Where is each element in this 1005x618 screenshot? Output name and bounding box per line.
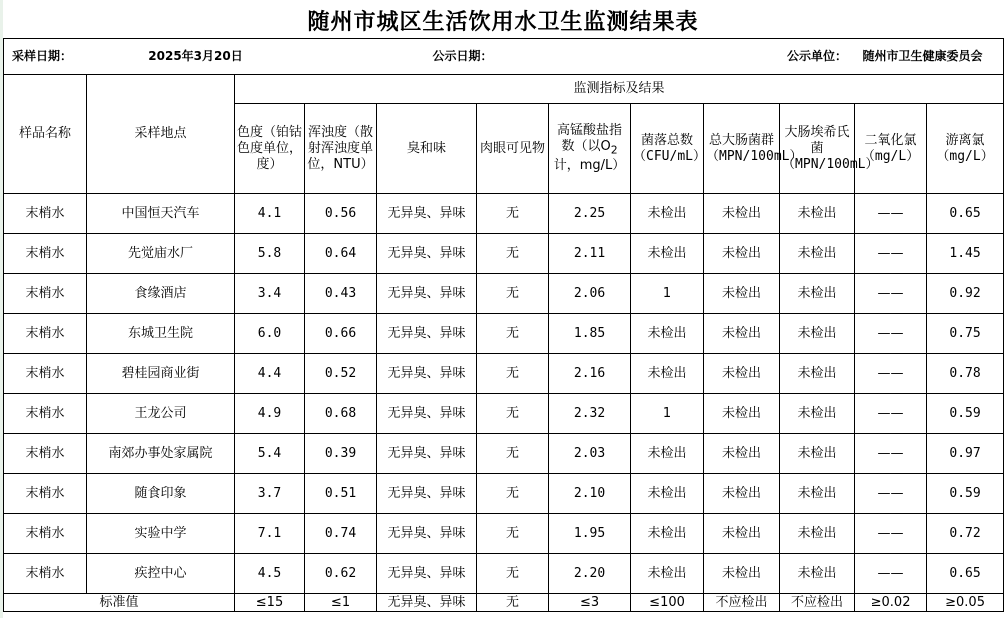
table-row — [4, 554, 1004, 594]
cell-ecoli: 未检出 — [780, 394, 855, 434]
cell-clo2: —— — [855, 514, 927, 554]
cell-color: 6.0 — [235, 314, 305, 354]
sheet-title: 随州市城区生活饮用水卫生监测结果表 — [307, 8, 699, 35]
cell-turbidity: 0.64 — [305, 234, 377, 274]
cell-odor: 无异臭、异味 — [377, 554, 477, 594]
cell-location: 实验中学 — [87, 514, 235, 554]
cell-color: 5.4 — [235, 434, 305, 474]
table-row — [4, 314, 1004, 354]
standard-colony: ≤100 — [631, 594, 704, 612]
cell-colony: 未检出 — [631, 434, 704, 474]
table-row — [4, 234, 1004, 274]
cell-ecoli: 未检出 — [780, 434, 855, 474]
cell-sample-name: 末梢水 — [4, 474, 87, 514]
cell-turbidity: 0.56 — [305, 194, 377, 234]
cell-visible: 无 — [477, 274, 549, 314]
cell-free-cl: 0.75 — [927, 314, 1004, 354]
cell-turbidity: 0.66 — [305, 314, 377, 354]
cell-colony: 未检出 — [631, 554, 704, 594]
header-cod-sub: 2 — [610, 143, 618, 157]
cell-colony: 1 — [631, 394, 704, 434]
header-sample-name: 样品名称 — [4, 75, 87, 194]
cell-visible: 无 — [477, 354, 549, 394]
header-ecoli: 大肠埃希氏菌（MPN/100mL） — [780, 104, 855, 194]
cell-free-cl: 0.97 — [927, 434, 1004, 474]
cell-ecoli: 未检出 — [780, 274, 855, 314]
cell-ecoli: 未检出 — [780, 554, 855, 594]
cell-color: 5.8 — [235, 234, 305, 274]
cell-ecoli: 未检出 — [780, 314, 855, 354]
cell-cod: 2.20 — [549, 554, 631, 594]
table-row — [4, 194, 1004, 234]
cell-sample-name: 末梢水 — [4, 394, 87, 434]
table-row — [4, 274, 1004, 314]
cell-odor: 无异臭、异味 — [377, 234, 477, 274]
cell-location: 碧桂园商业街 — [87, 354, 235, 394]
header-cod — [549, 104, 631, 194]
cell-visible: 无 — [477, 194, 549, 234]
cell-coliform: 未检出 — [704, 514, 780, 554]
standard-label: 标准值 — [4, 594, 235, 612]
cell-sample-name: 末梢水 — [4, 434, 87, 474]
cell-turbidity: 0.62 — [305, 554, 377, 594]
cell-colony: 未检出 — [631, 314, 704, 354]
info-row — [4, 39, 1004, 75]
cell-ecoli: 未检出 — [780, 194, 855, 234]
cell-sample-name: 末梢水 — [4, 314, 87, 354]
standard-color: ≤15 — [235, 594, 305, 612]
standard-turbidity: ≤1 — [305, 594, 377, 612]
cell-location: 中国恒天汽车 — [87, 194, 235, 234]
standard-ecoli: 不应检出 — [780, 594, 855, 612]
cell-odor: 无异臭、异味 — [377, 274, 477, 314]
cell-clo2: —— — [855, 194, 927, 234]
cell-free-cl: 0.78 — [927, 354, 1004, 394]
cell-color: 4.9 — [235, 394, 305, 434]
cell-color: 4.1 — [235, 194, 305, 234]
cell-color: 3.7 — [235, 474, 305, 514]
cell-free-cl: 0.65 — [927, 554, 1004, 594]
cell-ecoli: 未检出 — [780, 514, 855, 554]
standard-visible: 无 — [477, 594, 549, 612]
cell-cod: 2.06 — [549, 274, 631, 314]
cell-free-cl: 0.72 — [927, 514, 1004, 554]
cell-colony: 未检出 — [631, 474, 704, 514]
cell-clo2: —— — [855, 394, 927, 434]
cell-visible: 无 — [477, 554, 549, 594]
cell-free-cl: 0.59 — [927, 474, 1004, 514]
cell-ecoli: 未检出 — [780, 354, 855, 394]
cell-free-cl: 0.59 — [927, 394, 1004, 434]
cell-visible: 无 — [477, 314, 549, 354]
cell-coliform: 未检出 — [704, 394, 780, 434]
cell-turbidity: 0.68 — [305, 394, 377, 434]
table-row — [4, 434, 1004, 474]
cell-location: 疾控中心 — [87, 554, 235, 594]
monitoring-table — [3, 38, 1004, 612]
cell-cod: 2.16 — [549, 354, 631, 394]
header-group: 监测指标及结果 — [235, 75, 1004, 104]
cell-visible: 无 — [477, 394, 549, 434]
cell-visible: 无 — [477, 234, 549, 274]
table-row — [4, 354, 1004, 394]
cell-odor: 无异臭、异味 — [377, 474, 477, 514]
cell-odor: 无异臭、异味 — [377, 354, 477, 394]
cell-free-cl: 1.45 — [927, 234, 1004, 274]
cell-coliform: 未检出 — [704, 234, 780, 274]
cell-coliform: 未检出 — [704, 194, 780, 234]
cell-odor: 无异臭、异味 — [377, 314, 477, 354]
cell-location: 南郊办事处家属院 — [87, 434, 235, 474]
cell-turbidity: 0.74 — [305, 514, 377, 554]
cell-clo2: —— — [855, 314, 927, 354]
cell-sample-name: 末梢水 — [4, 234, 87, 274]
header-coliform: 总大肠菌群（MPN/100mL） — [704, 104, 780, 194]
table-row — [4, 394, 1004, 434]
cell-cod: 1.95 — [549, 514, 631, 554]
standard-clo2: ≥0.02 — [855, 594, 927, 612]
standard-free-cl: ≥0.05 — [927, 594, 1004, 612]
cell-sample-name: 末梢水 — [4, 194, 87, 234]
standard-coliform: 不应检出 — [704, 594, 780, 612]
cell-location: 王龙公司 — [87, 394, 235, 434]
header-free-cl: 游离氯（mg/L） — [927, 104, 1004, 194]
cell-coliform: 未检出 — [704, 314, 780, 354]
sample-date-label: 采样日期： — [4, 39, 87, 75]
cell-ecoli: 未检出 — [780, 234, 855, 274]
cell-sample-name: 末梢水 — [4, 354, 87, 394]
cell-clo2: —— — [855, 274, 927, 314]
cell-turbidity: 0.51 — [305, 474, 377, 514]
cell-location: 食缘酒店 — [87, 274, 235, 314]
cell-odor: 无异臭、异味 — [377, 394, 477, 434]
cell-turbidity: 0.52 — [305, 354, 377, 394]
cell-cod: 2.25 — [549, 194, 631, 234]
publisher-label: 公示单位： — [780, 39, 855, 75]
cell-free-cl: 0.92 — [927, 274, 1004, 314]
cell-visible: 无 — [477, 434, 549, 474]
cell-coliform: 未检出 — [704, 274, 780, 314]
cell-location: 先觉庙水厂 — [87, 234, 235, 274]
header-colony: 菌落总数（CFU/mL） — [631, 104, 704, 194]
cell-cod: 1.85 — [549, 314, 631, 354]
cell-visible: 无 — [477, 514, 549, 554]
header-cod-part1: 高锰酸盐指数（以O — [557, 122, 623, 154]
standard-row — [4, 594, 1004, 612]
header-turbidity: 浑浊度（散射浑浊度单位，NTU） — [305, 104, 377, 194]
table-row — [4, 474, 1004, 514]
cell-coliform: 未检出 — [704, 434, 780, 474]
cell-odor: 无异臭、异味 — [377, 514, 477, 554]
header-cod-part2: 计，mg/L） — [553, 158, 626, 174]
cell-coliform: 未检出 — [704, 474, 780, 514]
cell-clo2: —— — [855, 354, 927, 394]
cell-colony: 未检出 — [631, 194, 704, 234]
cell-color: 4.4 — [235, 354, 305, 394]
cell-cod: 2.03 — [549, 434, 631, 474]
sample-date-value: 2025年3月20日 — [87, 39, 305, 75]
standard-odor: 无异臭、异味 — [377, 594, 477, 612]
cell-color: 4.5 — [235, 554, 305, 594]
cell-colony: 未检出 — [631, 354, 704, 394]
cell-location: 东城卫生院 — [87, 314, 235, 354]
cell-visible: 无 — [477, 474, 549, 514]
cell-colony: 未检出 — [631, 514, 704, 554]
cell-ecoli: 未检出 — [780, 474, 855, 514]
cell-cod: 2.11 — [549, 234, 631, 274]
publish-date-value — [549, 39, 780, 75]
header-location: 采样地点 — [87, 75, 235, 194]
cell-colony: 未检出 — [631, 234, 704, 274]
header-clo2: 二氧化氯（mg/L） — [855, 104, 927, 194]
header-visible: 肉眼可见物 — [477, 104, 549, 194]
cell-turbidity: 0.43 — [305, 274, 377, 314]
cell-cod: 2.32 — [549, 394, 631, 434]
publish-date-label: 公示日期： — [377, 39, 549, 75]
header-row-1 — [4, 75, 1004, 104]
cell-clo2: —— — [855, 434, 927, 474]
cell-sample-name: 末梢水 — [4, 514, 87, 554]
header-color: 色度（铂钴色度单位，度） — [235, 104, 305, 194]
cell-color: 7.1 — [235, 514, 305, 554]
header-odor: 臭和味 — [377, 104, 477, 194]
cell-coliform: 未检出 — [704, 554, 780, 594]
table-row — [4, 514, 1004, 554]
cell-sample-name: 末梢水 — [4, 274, 87, 314]
cell-clo2: —— — [855, 474, 927, 514]
cell-turbidity: 0.39 — [305, 434, 377, 474]
cell-coliform: 未检出 — [704, 354, 780, 394]
cell-colony: 1 — [631, 274, 704, 314]
cell-color: 3.4 — [235, 274, 305, 314]
standard-cod: ≤3 — [549, 594, 631, 612]
cell-cod: 2.10 — [549, 474, 631, 514]
cell-odor: 无异臭、异味 — [377, 434, 477, 474]
cell-odor: 无异臭、异味 — [377, 194, 477, 234]
cell-clo2: —— — [855, 234, 927, 274]
cell-clo2: —— — [855, 554, 927, 594]
cell-free-cl: 0.65 — [927, 194, 1004, 234]
publisher-value: 随州市卫生健康委员会 — [855, 39, 1004, 75]
cell-sample-name: 末梢水 — [4, 554, 87, 594]
cell-location: 随食印象 — [87, 474, 235, 514]
